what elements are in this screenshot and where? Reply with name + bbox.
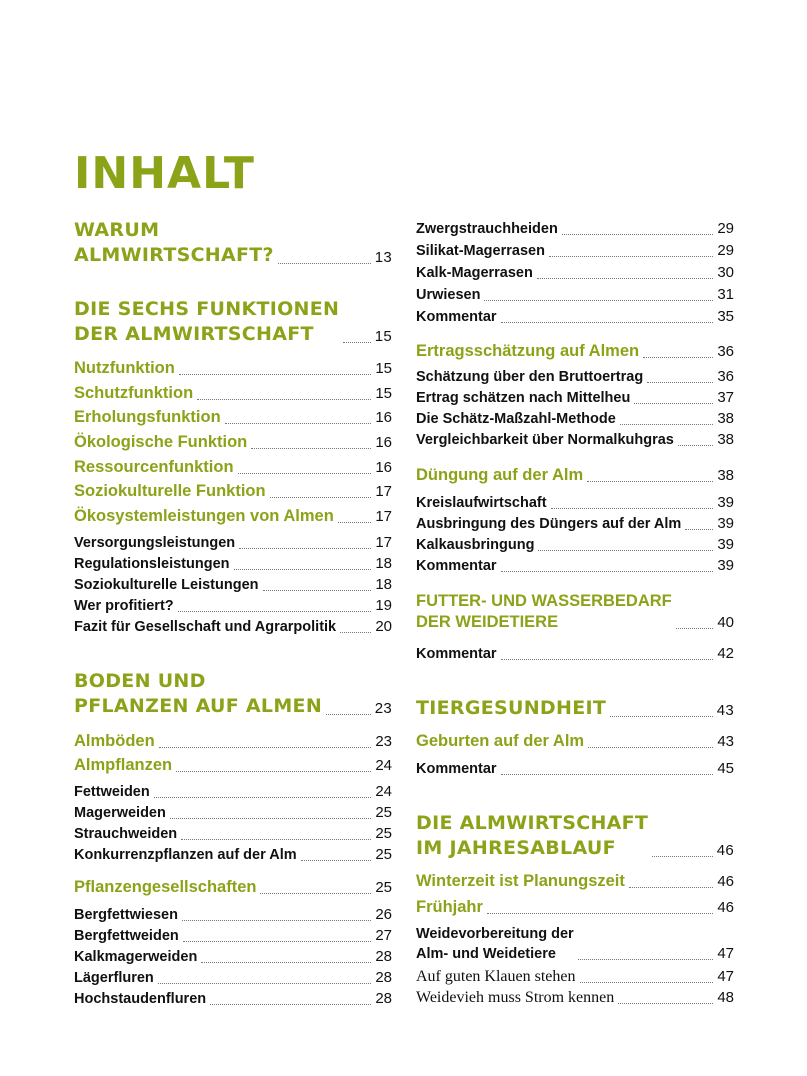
- toc-entry-title: [416, 341, 639, 362]
- toc-page-number: 28: [375, 969, 392, 986]
- toc-page-number: 19: [375, 597, 392, 614]
- toc-page-number: 28: [375, 990, 392, 1007]
- toc-entry-title-line: Wer profitiert?: [74, 598, 174, 614]
- toc-entry-title-line: Urwiesen: [416, 287, 481, 303]
- toc-entry: [74, 926, 392, 946]
- toc-entry: [416, 493, 734, 513]
- toc-entry-title: [74, 457, 234, 478]
- toc-entry-title-line: Kommentar: [416, 761, 497, 777]
- toc-entry-title-line: Ertrag schätzen nach Mittelheu: [416, 390, 631, 406]
- dotted-leader: [340, 632, 371, 633]
- toc-page-number: 35: [717, 308, 734, 325]
- toc-page-number: 39: [717, 557, 734, 574]
- toc-entry-title: [74, 383, 193, 404]
- toc-entry: [416, 897, 734, 918]
- toc-entry-title-line: Lägerfluren: [74, 970, 154, 986]
- toc-entry-title: [74, 968, 154, 988]
- toc-entry: [74, 506, 392, 527]
- toc-entry: [74, 824, 392, 844]
- toc-entry-title-line: Strauchweiden: [74, 826, 178, 842]
- toc-entry-title-line: Konkurrenzpflanzen auf der Alm: [74, 847, 297, 863]
- dotted-leader: [326, 714, 371, 715]
- dotted-leader: [210, 1004, 371, 1005]
- toc-entry: [74, 432, 392, 453]
- toc-page-number: 43: [716, 702, 734, 719]
- dotted-leader: [620, 424, 714, 425]
- toc-page-number: 25: [375, 804, 392, 821]
- toc-entry-title: [74, 407, 221, 428]
- toc-entry-title-line: DIE ALMWIRTSCHAFT: [416, 812, 649, 834]
- dotted-leader: [301, 860, 372, 861]
- toc-entry-title: [416, 759, 497, 779]
- toc-entry: [74, 617, 392, 637]
- toc-entry: [74, 755, 392, 776]
- toc-entry-title-line: Bergfettwiesen: [74, 907, 178, 923]
- toc-entry-title: [74, 358, 175, 379]
- toc-entry: [416, 696, 734, 721]
- dotted-leader: [278, 263, 371, 264]
- toc-page-number: 26: [375, 906, 392, 923]
- dotted-leader: [178, 611, 372, 612]
- toc-entry-title: [416, 493, 547, 513]
- toc-entry-title-line: Alm- und Weidetiere: [416, 946, 556, 962]
- toc-entry: [74, 457, 392, 478]
- toc-entry-title: [416, 307, 497, 327]
- toc-page-number: 47: [717, 968, 734, 985]
- toc-entry-title-line: Schätzung über den Bruttoertrag: [416, 369, 644, 385]
- toc-entry: [416, 871, 734, 892]
- toc-entry-title-line: Winterzeit ist Planungszeit: [416, 872, 625, 890]
- dotted-leader: [487, 913, 713, 914]
- toc-page-number: 27: [375, 927, 392, 944]
- toc-entry-title: [416, 967, 576, 987]
- toc-entry-title-line: Ökologische Funktion: [74, 433, 248, 451]
- toc-entry-title-line: Magerweiden: [74, 805, 166, 821]
- toc-entry-title-line: Almpflanzen: [74, 756, 173, 774]
- toc-page-number: 18: [375, 555, 392, 572]
- toc-entry-title: [416, 988, 614, 1008]
- toc-page-number: 17: [375, 508, 392, 525]
- toc-entry-title-line: Regulationsleistungen: [74, 556, 230, 572]
- dotted-leader: [238, 473, 372, 474]
- toc-entry-title-line: BODEN UND: [74, 670, 206, 692]
- toc-entry-title-line: Die Schätz-Maßzahl-Methode: [416, 411, 616, 427]
- toc-entry-title-line: Pflanzengesellschaften: [74, 878, 257, 896]
- toc-page-number: 15: [375, 385, 392, 402]
- toc-entry-title-line: Soziokulturelle Funktion: [74, 482, 266, 500]
- toc-entry: [416, 409, 734, 429]
- toc-entry-title-line: Weidevorbereitung der: [416, 926, 574, 942]
- toc-entry: [416, 591, 734, 633]
- toc-page-number: 36: [717, 343, 734, 360]
- toc-entry: [74, 407, 392, 428]
- toc-entry: [416, 644, 734, 664]
- toc-page-number: 29: [717, 220, 734, 237]
- dotted-leader: [643, 357, 713, 358]
- toc-page-number: 36: [717, 368, 734, 385]
- toc-entry-title-line: Ertragsschätzung auf Almen: [416, 342, 640, 360]
- toc-entry-title: [416, 465, 583, 486]
- toc-page-number: 31: [717, 286, 734, 303]
- toc-entry-title: [416, 696, 606, 721]
- toc-entry: [416, 430, 734, 450]
- toc-entry-title: [416, 430, 674, 450]
- toc-entry-title-line: Versorgungsleistungen: [74, 535, 236, 551]
- dotted-leader: [343, 342, 370, 343]
- toc-entry: [74, 533, 392, 553]
- toc-entry-title: [74, 824, 177, 844]
- toc-entry: [416, 967, 734, 987]
- toc-entry-title: [416, 241, 545, 261]
- toc-entry: [416, 307, 734, 327]
- toc-page-number: 45: [717, 760, 734, 777]
- toc-entry-title: [416, 367, 643, 387]
- toc-entry-title: [416, 897, 483, 918]
- toc-entry-title: [74, 297, 339, 347]
- toc-entry: [416, 388, 734, 408]
- toc-entry-title: [416, 219, 558, 239]
- toc-page-number: 25: [375, 825, 392, 842]
- toc-page-number: 23: [374, 700, 392, 717]
- dotted-leader: [587, 481, 713, 482]
- dotted-leader: [578, 959, 714, 960]
- dotted-leader: [501, 571, 714, 572]
- toc-page-number: 39: [717, 494, 734, 511]
- dotted-leader: [260, 893, 371, 894]
- toc-entry-title-line: Weidevieh muss Strom kennen: [416, 989, 615, 1006]
- toc-entry: [74, 481, 392, 502]
- toc-page-number: 37: [717, 389, 734, 406]
- toc-entry-title-line: Kommentar: [416, 558, 497, 574]
- toc-page-number: 16: [375, 409, 392, 426]
- toc-page-number: 46: [716, 842, 734, 859]
- dotted-leader: [181, 839, 371, 840]
- toc-page-number: 46: [717, 873, 734, 890]
- toc-page-number: 18: [375, 576, 392, 593]
- dotted-leader: [678, 445, 713, 446]
- toc-entry-title-line: Fettweiden: [74, 784, 150, 800]
- dotted-leader: [538, 550, 713, 551]
- toc-entry-title-line: TIERGESUNDHEIT: [416, 697, 607, 719]
- toc-page-number: 25: [375, 879, 392, 896]
- toc-entry-title: [416, 644, 497, 664]
- dotted-leader: [647, 382, 713, 383]
- toc-page-number: 30: [717, 264, 734, 281]
- toc-entry: [74, 669, 392, 719]
- toc-page-number: 25: [375, 846, 392, 863]
- dotted-leader: [652, 856, 713, 857]
- dotted-leader: [179, 374, 372, 375]
- toc-entry: [74, 383, 392, 404]
- toc-entry-title-line: Fazit für Gesellschaft und Agrarpolitik: [74, 619, 337, 635]
- toc-entry-title: [74, 755, 172, 776]
- toc-entry-title-line: ALMWIRTSCHAFT?: [74, 244, 274, 266]
- toc-entry: [416, 241, 734, 261]
- toc-entry-title-line: Bergfettweiden: [74, 928, 179, 944]
- toc-entry-title-line: Kommentar: [416, 309, 497, 325]
- toc-entry: [74, 596, 392, 616]
- toc-entry: [416, 341, 734, 362]
- toc-entry-title-line: Erholungsfunktion: [74, 408, 221, 426]
- toc-page-number: 38: [717, 410, 734, 427]
- toc-entry-title-line: Schutzfunktion: [74, 384, 194, 402]
- toc-page-number: 23: [375, 733, 392, 750]
- toc-page-number: 39: [717, 536, 734, 553]
- toc-entry-title-line: Auf guten Klauen stehen: [416, 968, 576, 985]
- toc-entry-title: [416, 591, 672, 633]
- toc-entry-title-line: Kreislaufwirtschaft: [416, 495, 547, 511]
- dotted-leader: [154, 797, 372, 798]
- page-title: INHALT: [74, 148, 255, 199]
- toc-page-number: 46: [717, 899, 734, 916]
- toc-entry-title-line: Nutzfunktion: [74, 359, 175, 377]
- toc-entry-title: [74, 782, 150, 802]
- toc-entry-title-line: Silikat-Magerrasen: [416, 243, 545, 259]
- toc-entry: [74, 947, 392, 967]
- dotted-leader: [676, 628, 714, 629]
- toc-entry-title-line: Hochstaudenfluren: [74, 991, 207, 1007]
- toc-entry: [416, 811, 734, 861]
- toc-entry-title: [74, 731, 155, 752]
- dotted-leader: [610, 716, 713, 717]
- toc-entry: [74, 575, 392, 595]
- toc-entry-title: [74, 926, 179, 946]
- toc-page-number: 13: [374, 249, 392, 266]
- toc-entry-title-line: PFLANZEN AUF ALMEN: [74, 695, 323, 717]
- toc-entry-title-line: DER WEIDETIERE: [416, 613, 559, 631]
- toc-entry: [74, 218, 392, 268]
- dotted-leader: [158, 983, 372, 984]
- toc-entry: [416, 219, 734, 239]
- dotted-leader: [270, 497, 372, 498]
- toc-entry-title: [74, 617, 336, 637]
- toc-entry: [416, 535, 734, 555]
- dotted-leader: [201, 962, 371, 963]
- toc-entry-title-line: Almböden: [74, 732, 155, 750]
- toc-entry: [74, 803, 392, 823]
- toc-page-number: 43: [717, 733, 734, 750]
- toc-entry-title-line: Düngung auf der Alm: [416, 466, 584, 484]
- toc-page-number: 17: [375, 534, 392, 551]
- toc-page-number: 48: [717, 989, 734, 1006]
- dotted-leader: [685, 529, 713, 530]
- toc-entry-title-line: IM JAHRESABLAUF: [416, 837, 616, 859]
- toc-page-number: 17: [375, 483, 392, 500]
- toc-page-number: 39: [717, 515, 734, 532]
- toc-entry: [74, 877, 392, 898]
- toc-entry-title: [74, 669, 322, 719]
- dotted-leader: [159, 747, 372, 748]
- dotted-leader: [183, 941, 372, 942]
- toc-page-number: 38: [717, 467, 734, 484]
- toc-page-number: 16: [375, 434, 392, 451]
- toc-entry-title: [416, 924, 574, 964]
- toc-entry-title: [416, 731, 584, 752]
- dotted-leader: [501, 774, 714, 775]
- toc-entry-title-line: Soziokulturelle Leistungen: [74, 577, 259, 593]
- dotted-leader: [588, 747, 713, 748]
- toc-page-number: 28: [375, 948, 392, 965]
- toc-entry-title: [416, 388, 630, 408]
- dotted-leader: [251, 448, 371, 449]
- toc-entry-title-line: Frühjahr: [416, 898, 483, 916]
- toc-page-number: 24: [375, 757, 392, 774]
- toc-entry-title: [74, 481, 266, 502]
- toc-entry-title: [74, 947, 197, 967]
- toc-entry: [416, 367, 734, 387]
- toc-entry-title: [74, 575, 259, 595]
- toc-entry-title: [416, 556, 497, 576]
- toc-entry: [416, 924, 734, 964]
- toc-entry-title-line: Ökosystemleistungen von Almen: [74, 507, 334, 525]
- toc-entry-title: [416, 285, 480, 305]
- toc-page-number: 15: [374, 328, 392, 345]
- toc-entry-title: [74, 218, 274, 268]
- dotted-leader: [501, 659, 714, 660]
- toc-entry: [74, 731, 392, 752]
- toc-entry-title: [416, 535, 534, 555]
- toc-entry: [74, 782, 392, 802]
- toc-entry: [416, 556, 734, 576]
- toc-entry: [74, 358, 392, 379]
- toc-entry-title: [74, 533, 235, 553]
- dotted-leader: [197, 399, 371, 400]
- toc-entry-title-line: WARUM: [74, 219, 160, 241]
- dotted-leader: [562, 234, 714, 235]
- dotted-leader: [580, 982, 714, 983]
- dotted-leader: [549, 256, 713, 257]
- toc-entry-title-line: Geburten auf der Alm: [416, 732, 585, 750]
- toc-entry-title: [74, 596, 174, 616]
- toc-entry: [74, 968, 392, 988]
- dotted-leader: [170, 818, 371, 819]
- toc-entry-title-line: Vergleichbarkeit über Normalkuhgras: [416, 432, 674, 448]
- toc-entry: [416, 759, 734, 779]
- toc-entry: [416, 285, 734, 305]
- toc-entry: [74, 297, 392, 347]
- toc-entry-title-line: Zwergstrauchheiden: [416, 221, 558, 237]
- toc-page-number: 40: [717, 614, 734, 631]
- toc-entry-title-line: Kommentar: [416, 646, 497, 662]
- toc-page-number: 16: [375, 459, 392, 476]
- toc-entry: [74, 989, 392, 1009]
- toc-page-number: 29: [717, 242, 734, 259]
- toc-entry-title: [416, 409, 616, 429]
- dotted-leader: [629, 887, 713, 888]
- dotted-leader: [618, 1003, 713, 1004]
- toc-entry: [416, 514, 734, 534]
- toc-entry-title: [74, 506, 334, 527]
- toc-entry-title-line: DER ALMWIRTSCHAFT: [74, 323, 314, 345]
- toc-entry-title-line: Ressourcenfunktion: [74, 458, 234, 476]
- toc-entry: [416, 465, 734, 486]
- toc-entry: [416, 731, 734, 752]
- toc-entry-title: [74, 989, 206, 1009]
- toc-entry-title: [74, 432, 247, 453]
- toc-entry: [74, 845, 392, 865]
- dotted-leader: [551, 508, 714, 509]
- dotted-leader: [176, 771, 371, 772]
- toc-page-number: 42: [717, 645, 734, 662]
- toc-entry-title: [74, 554, 230, 574]
- dotted-leader: [537, 278, 713, 279]
- dotted-leader: [182, 920, 371, 921]
- dotted-leader: [263, 590, 372, 591]
- toc-entry: [74, 554, 392, 574]
- toc-entry: [416, 263, 734, 283]
- toc-page-number: 38: [717, 431, 734, 448]
- toc-page-number: 24: [375, 783, 392, 800]
- dotted-leader: [501, 322, 714, 323]
- toc-entry-title-line: Kalkausbringung: [416, 537, 535, 553]
- toc-entry-title: [416, 811, 648, 861]
- toc-entry-title-line: Kalkmagerweiden: [74, 949, 198, 965]
- dotted-leader: [239, 548, 371, 549]
- toc-entry-title-line: Ausbringung des Düngers auf der Alm: [416, 516, 682, 532]
- dotted-leader: [225, 423, 372, 424]
- toc-entry-title: [74, 877, 256, 898]
- dotted-leader: [484, 300, 713, 301]
- toc-entry-title-line: DIE SECHS FUNKTIONEN: [74, 298, 340, 320]
- toc-entry: [416, 988, 734, 1008]
- dotted-leader: [338, 522, 372, 523]
- toc-entry-title: [74, 905, 178, 925]
- toc-page-number: 47: [717, 945, 734, 962]
- dotted-leader: [234, 569, 372, 570]
- toc-page-number: 20: [375, 618, 392, 635]
- toc-entry-title: [74, 845, 297, 865]
- toc-entry-title: [416, 514, 681, 534]
- dotted-leader: [634, 403, 713, 404]
- toc-entry-title: [74, 803, 166, 823]
- toc-entry-title: [416, 263, 533, 283]
- toc-entry-title: [416, 871, 625, 892]
- toc-page-number: 15: [375, 360, 392, 377]
- toc-entry-title-line: Kalk-Magerrasen: [416, 265, 533, 281]
- toc-entry-title-line: FUTTER- UND WASSERBEDARF: [416, 592, 672, 610]
- toc-entry: [74, 905, 392, 925]
